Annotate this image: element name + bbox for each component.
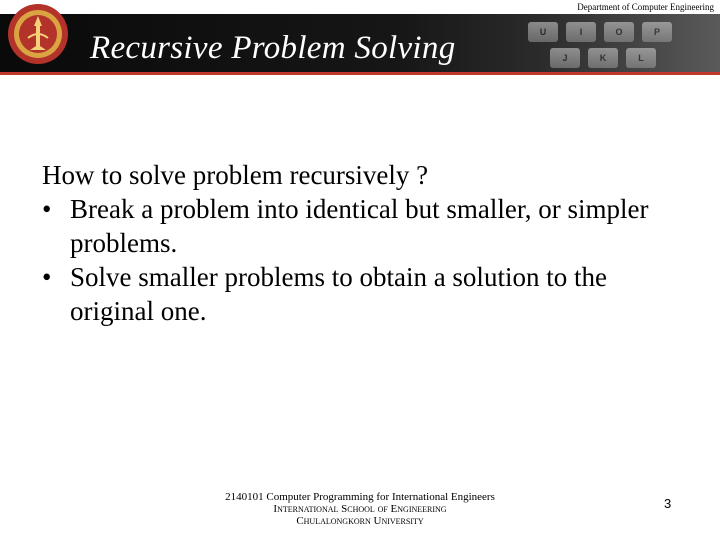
bullet-item: [42, 260, 682, 328]
key-k: K: [588, 48, 618, 68]
header-band: [0, 14, 720, 72]
keyboard-keys-image: [520, 18, 720, 72]
course-label: 2140101 Computer Programming for International Engineers: [225, 491, 495, 503]
bullet-text: Solve smaller problems to obtain a solution to the original one.: [70, 262, 607, 326]
key-o: O: [604, 22, 634, 42]
slide-body: [42, 158, 682, 328]
school-label: International School of Engineering: [273, 503, 447, 515]
key-j: J: [550, 48, 580, 68]
key-l: L: [626, 48, 656, 68]
header-divider: [0, 72, 720, 75]
intro-text: How to solve problem recursively ?: [42, 160, 429, 190]
slide-header: [0, 0, 720, 78]
page-number: 3: [664, 496, 672, 511]
bullet-item: [42, 192, 682, 260]
key-i: I: [566, 22, 596, 42]
slide-title: Recursive Problem Solving: [90, 30, 456, 66]
department-label: Department of Computer Engineering: [577, 2, 714, 12]
slide-footer: [160, 491, 560, 527]
bullet-text: Break a problem into identical but smaller, or simpler problems.: [70, 194, 649, 258]
university-emblem-icon: [6, 2, 70, 66]
bullet-marker: •: [42, 262, 52, 292]
key-p: P: [642, 22, 672, 42]
key-u: U: [528, 22, 558, 42]
bullet-marker: •: [42, 194, 52, 224]
university-label: Chulalongkorn University: [296, 515, 424, 527]
